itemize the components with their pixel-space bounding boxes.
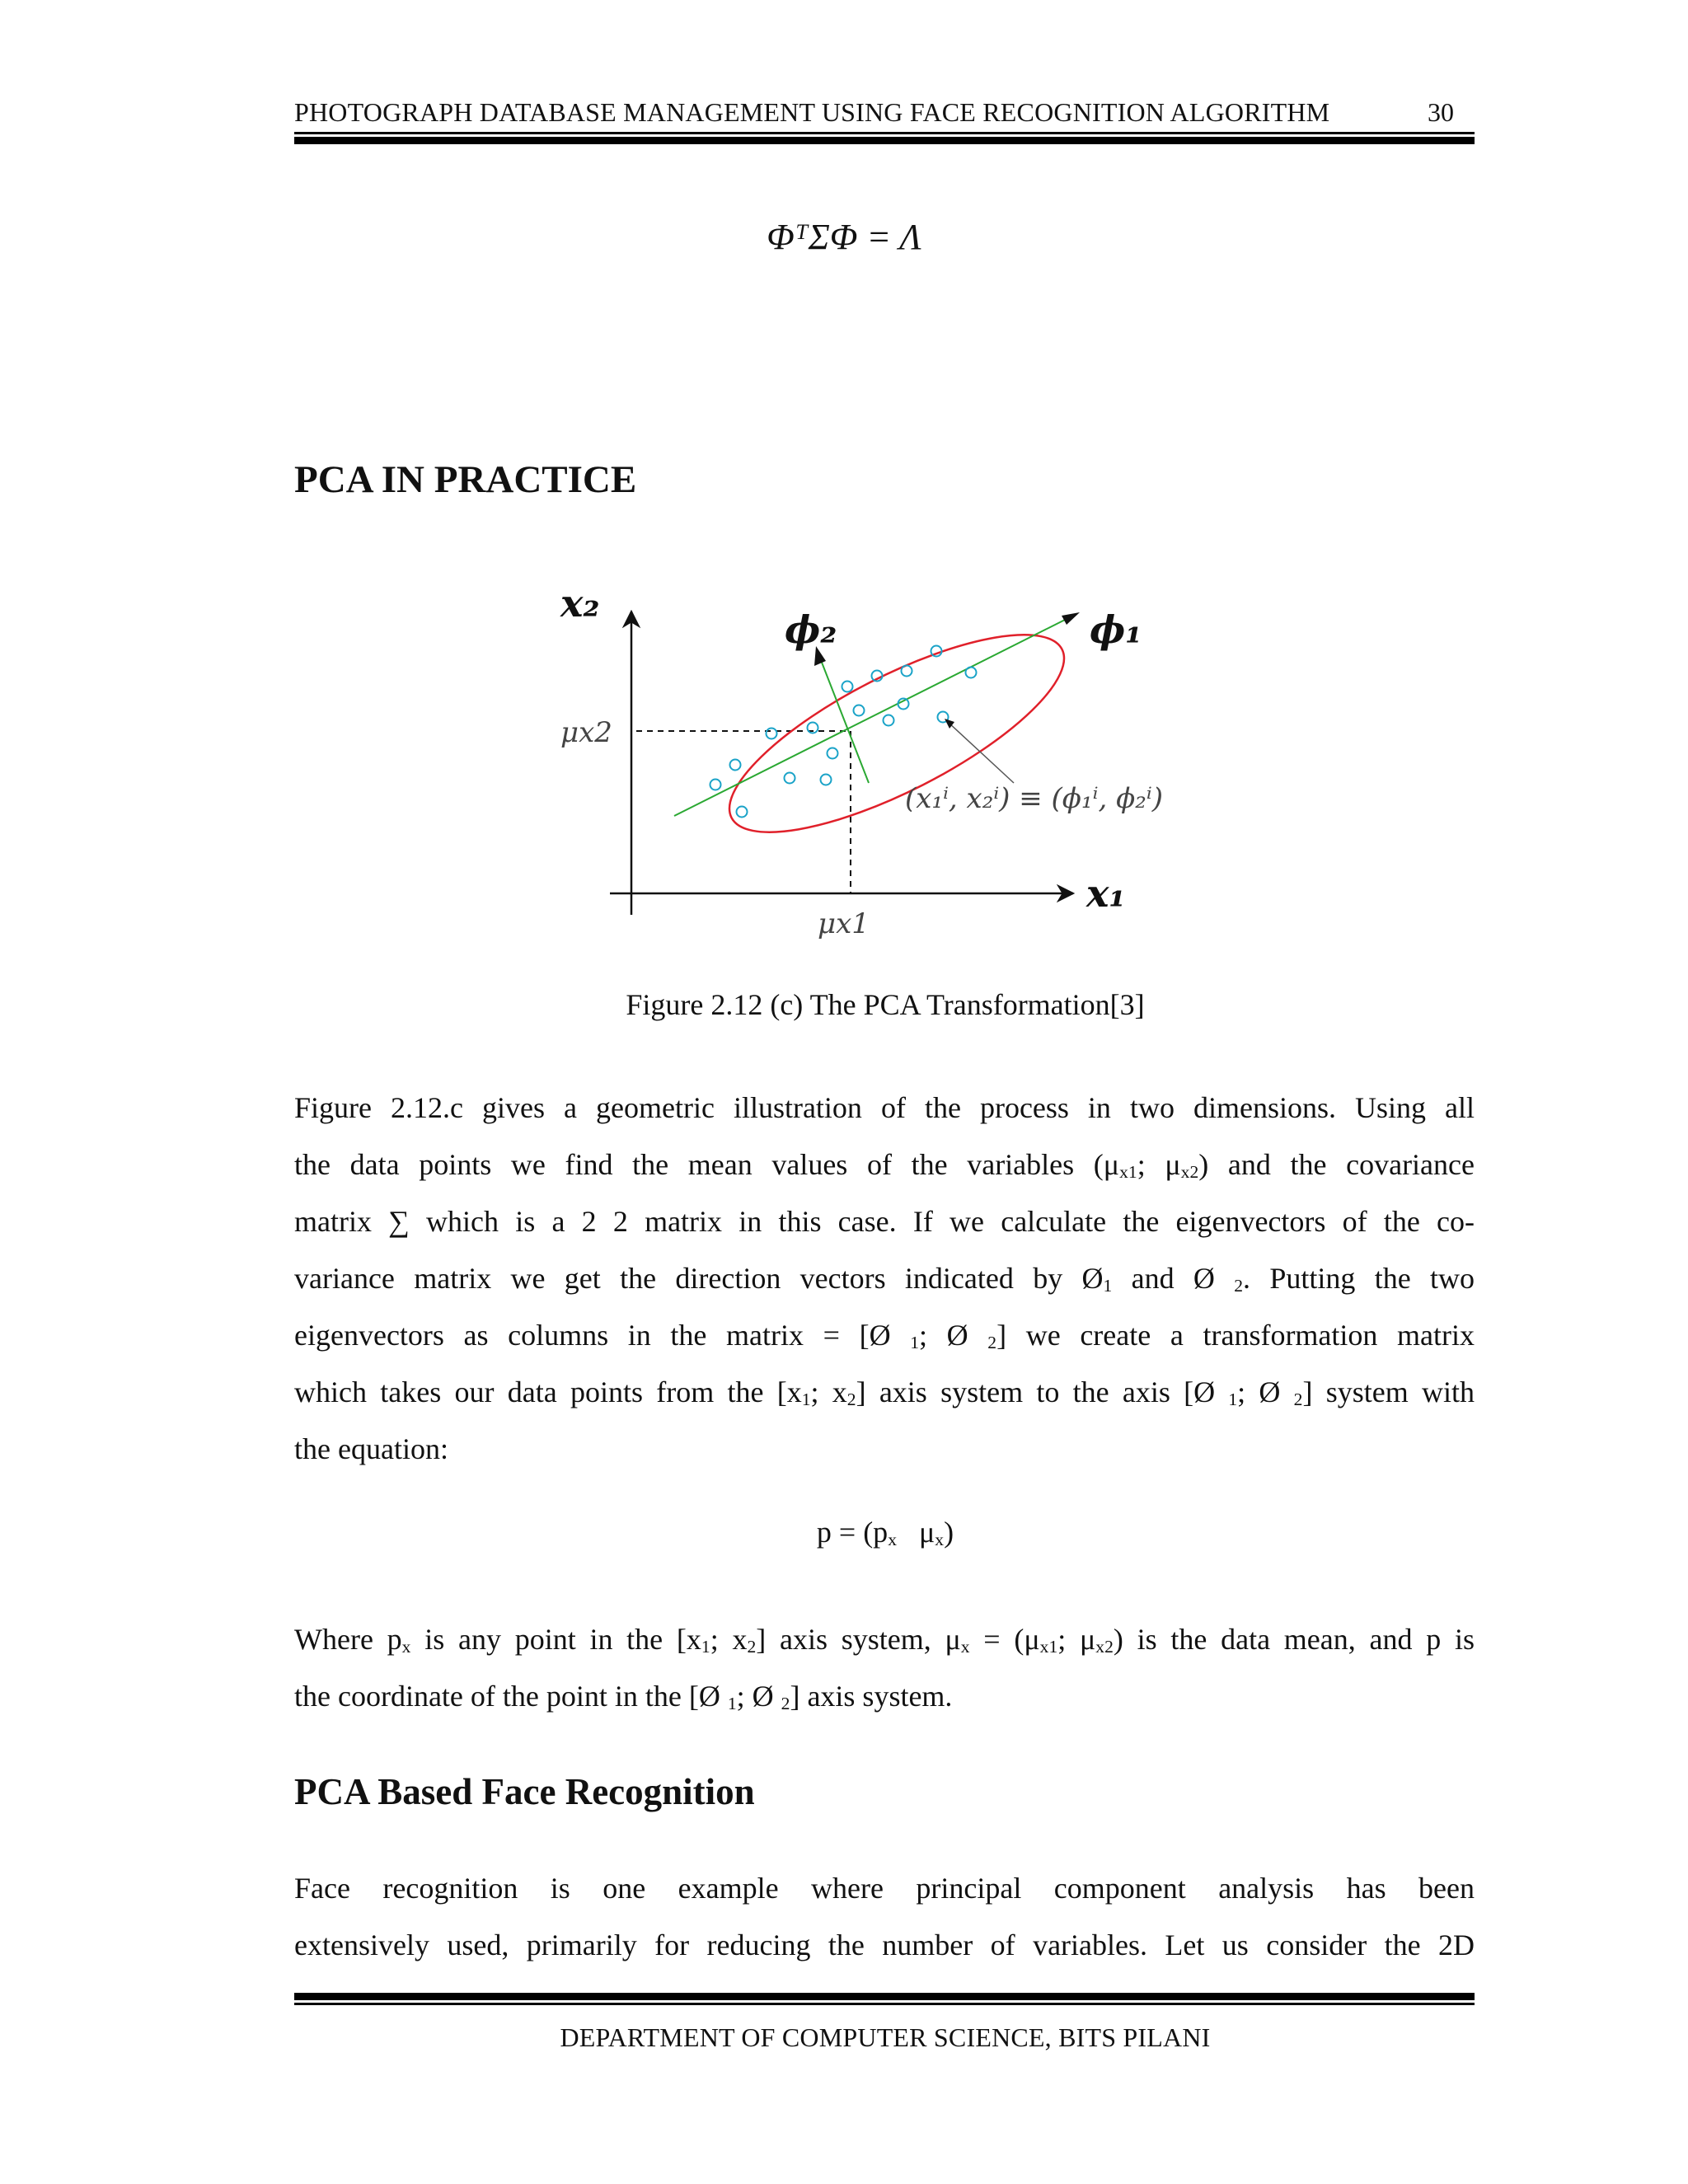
paragraph-face-recognition — [294, 1860, 1475, 1974]
text-line: eigenvectors as columns in the matrix = [Ø $_1$; Ø $_2$] we create a transformation matrix — [294, 1319, 1475, 1352]
transformation-equation: $p = (p_x$ $\mu_x$) — [816, 1516, 954, 1549]
text-line: Face recognition is one example where principal component analysis has been — [294, 1872, 1475, 1905]
data-point — [884, 715, 894, 726]
x1-label: x₁ — [1086, 871, 1126, 916]
phi2-label: ϕ₂ — [785, 607, 837, 652]
running-header: PHOTOGRAPH DATABASE MANAGEMENT USING FACE RECOGNITION ALGORITHM — [294, 97, 1330, 127]
footer-rule-thin — [294, 2003, 1475, 2005]
data-point — [730, 760, 741, 771]
mu-x2-label: μx2 — [560, 716, 612, 749]
header-rule-thick — [294, 137, 1475, 144]
text-line: matrix ∑ which is a 2 2 matrix in this case. If we calculate the eigenvectors of the co- — [294, 1205, 1475, 1238]
page-footer: DEPARTMENT OF COMPUTER SCIENCE, BITS PILANI — [560, 2022, 1211, 2052]
data-point — [821, 775, 832, 785]
section-heading-pca-face-recognition: PCA Based Face Recognition — [294, 1771, 755, 1812]
text-line: Where $p_x$ is any point in the [$x_1$; $x_2$] axis system, $\mu_x = (\mu_{x1}$; $\mu_{x2}$) is the data mean, and p is — [294, 1623, 1475, 1657]
text-line: variance matrix we get the direction vectors indicated by $Ø_1$ and Ø $_2$. Putting the two — [294, 1262, 1475, 1296]
figure-caption: Figure 2.12 (c) The PCA Transformation[3] — [626, 988, 1145, 1021]
data-point — [828, 748, 838, 759]
data-ellipse — [706, 598, 1089, 869]
text-line: Figure 2.12.c gives a geometric illustration of the process in two dimensions. Using all — [294, 1091, 1475, 1124]
text-line: which takes our data points from the [$x_1$; $x_2$] axis system to the axis [Ø $_1$; Ø $_2$] system with — [294, 1376, 1475, 1409]
covariance-diagonalization-equation: ΦᵀΣΦ = Λ — [767, 217, 921, 257]
text-line: the coordinate of the point in the [Ø $_1$; Ø $_2$] axis system. — [294, 1680, 953, 1713]
text-line: the equation: — [294, 1432, 448, 1465]
section-heading-pca-in-practice: PCA IN PRACTICE — [294, 458, 637, 501]
x2-label: x₂ — [560, 581, 600, 626]
data-point — [737, 807, 748, 818]
text-line: extensively used, primarily for reducing the number of variables. Let us consider the 2D — [294, 1929, 1475, 1961]
pca-figure — [544, 577, 1203, 940]
text-line: the data points we find the mean values of the variables ($\mu_{x1}$; $\mu_{x2}$) and the covariance — [294, 1148, 1475, 1182]
data-point — [710, 780, 721, 790]
paragraph-geometric-illustration — [294, 1080, 1475, 1478]
phi1-arrowhead — [1062, 612, 1080, 625]
mu-x1-label: μx1 — [818, 907, 870, 940]
phi1-label: ϕ₁ — [1090, 607, 1142, 652]
data-point — [854, 705, 865, 716]
data-point — [902, 666, 912, 677]
footer-rule-thick — [294, 1993, 1475, 2000]
header-rule-thin — [294, 132, 1475, 134]
data-point — [842, 682, 853, 692]
data-point — [785, 773, 795, 784]
paragraph-where-px — [294, 1611, 1475, 1725]
page-number: 30 — [1428, 97, 1454, 127]
data-point — [767, 729, 777, 739]
point-coordinate-label: (x₁ⁱ, x₂ⁱ) ≡ (ϕ₁ⁱ, ϕ₂ⁱ) — [905, 782, 1163, 815]
data-point — [966, 668, 977, 678]
point-pointer-line — [948, 722, 1014, 783]
phi2-axis-line — [819, 656, 869, 783]
